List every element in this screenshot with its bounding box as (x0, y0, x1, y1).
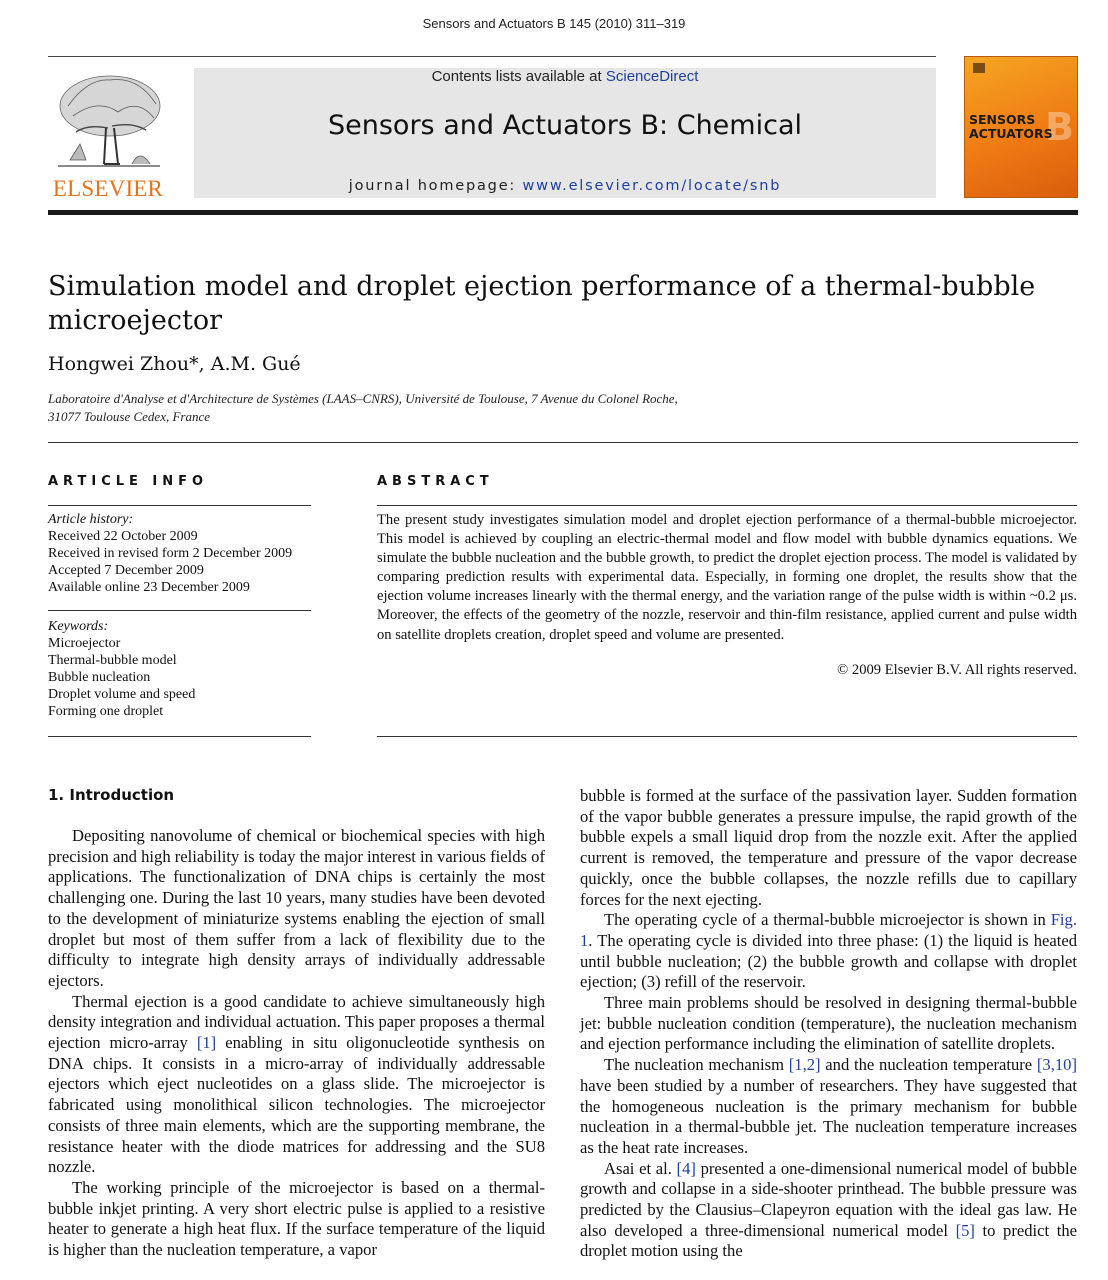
reference-link[interactable]: [5] (955, 1220, 975, 1240)
introduction-heading: 1. Introduction (48, 786, 175, 804)
article-info-bottom-rule (48, 736, 311, 737)
text-run: The operating cycle of a thermal-bubble microejector is shown in (604, 910, 1051, 930)
cover-title-line2: ACTUATORS (969, 126, 1053, 141)
history-label: Article history: (48, 512, 134, 527)
journal-citation: Sensors and Actuators B 145 (2010) 311–319 (422, 16, 686, 31)
sciencedirect-link[interactable]: ScienceDirect (605, 68, 699, 85)
abstract-text: The present study investigates simulation model and droplet ejection performance of a thermal-bubble microejector. This model is achieved by coupling an electric-thermal model and flow model with bubble dynamics equations. We simulate the bubble nucleation and the bubble growth, to predict the droplet ejection process. The model is validated by comparing prediction results with experimental data. Especially, in forming one droplet, the results show that the ejection volume increases linearly with the thermal energy, and the variation range of the pulse width is within ~0.2 μs. Moreover, the effects of the geometry of the nozzle, reservoir and thin-film resistance, applied current and pulse width on satellite droplets creation, droplet speed and volume are presented. (377, 512, 1077, 643)
abstract-rule (377, 505, 1077, 506)
history-item: Received 22 October 2009 (48, 529, 198, 544)
paragraph (48, 992, 545, 1178)
affiliation-line2: 31077 Toulouse Cedex, France (48, 409, 210, 424)
text-run: enabling in situ oligonucleotide synthesis on DNA chips. It consists in a micro-array of individually addressable ejectors which eject nucleotides on a glass slide. The microejector is fabricated using monolithical silicon technologies. The microejector consists of three main elements, which are the supporting membrane, the resistance heater with the diode matrices for addressing and the SU8 nozzle. (48, 1033, 545, 1177)
text-run: The nucleation mechanism (604, 1055, 789, 1075)
copyright: © 2009 Elsevier B.V. All rights reserved. (837, 662, 1077, 678)
paragraph (580, 1055, 1077, 1159)
abstract-bottom-rule (377, 736, 1077, 737)
elsevier-logo (48, 68, 168, 204)
paragraph (580, 1159, 1077, 1263)
keyword-item: Microejector (48, 636, 121, 651)
body-column-right (580, 786, 1077, 1262)
contents-line (194, 68, 936, 85)
affiliation-line1: Laboratoire d'Analyse et d'Architecture de Systèmes (LAAS–CNRS), Université de Toulouse, 7 Avenue du Colonel Roche, (48, 391, 678, 406)
paragraph: Three main problems should be resolved in designing thermal-bubble jet: bubble nucleation condition (temperature), the nucleation mechanism and ejection performance including the elimination of satellite droplets. (580, 993, 1077, 1054)
text-run: Asai et al. (604, 1158, 677, 1178)
article-history (48, 511, 292, 596)
paragraph: bubble is formed at the surface of the passivation layer. Sudden formation of the vapor bubble generates a pressure impulse, the rapid growth of the bubble expels a small liquid drop from the nozzle exit. After the applied current is removed, the temperature and pressure of the vapor decrease quickly, once the bubble collapses, the nozzle refills due to capillary forces for the next ejecting. (580, 786, 1077, 909)
keyword-item: Forming one droplet (48, 704, 164, 719)
history-item: Received in revised form 2 December 2009 (48, 546, 293, 561)
text-run: have been studied by a number of researchers. They have suggested that the homogeneous nucleation is the primary mechanism for bubble nucleation in a thermal-bubble jet. The nucleation temperature increases as the heat rate increases. (580, 1075, 1077, 1157)
keyword-item: Droplet volume and speed (48, 687, 196, 702)
journal-name: Sensors and Actuators B: Chemical (328, 110, 802, 141)
history-item: Available online 23 December 2009 (48, 580, 250, 595)
reference-link[interactable]: [1,2] (788, 1055, 821, 1075)
header-rule (48, 56, 936, 57)
article-info-rule (48, 505, 311, 506)
keywords-rule (48, 610, 311, 611)
text-run: Thermal ejection is a good candidate to achieve simultaneously high density integration and individual actuation. This paper proposes a thermal ejection micro-array (48, 991, 545, 1053)
text-run: . The operating cycle is divided into three phase: (1) the liquid is heated until bubble nucleation; (2) the bubble growth and collapse with droplet ejection; (3) refill of the reservoir. (580, 930, 1077, 992)
paragraph: Depositing nanovolume of chemical or biochemical species with high precision and high reliability is today the major interest in various fields of applications. The functionalization of DNA chips is certainly the most challenging one. During the last 10 years, many studies have been devoted to the development of miniaturize systems enabling the ejection of small droplet but most of them suffer from a lack of flexibility due to the difficulty to integrate high density arrays of individually addressable ejectors. (48, 826, 545, 990)
article-title: Simulation model and droplet ejection performance of a thermal-bubble microejector (48, 271, 1036, 336)
keywords (48, 618, 195, 720)
contents-prefix: Contents lists available at (431, 68, 606, 85)
history-item: Accepted 7 December 2009 (48, 563, 204, 578)
homepage-prefix: journal homepage: (348, 178, 523, 194)
text-run: to predict the droplet motion using the (580, 1220, 1077, 1261)
cover-title-line1: SENSORS (969, 112, 1036, 127)
keywords-label: Keywords: (48, 619, 109, 634)
affiliation (48, 390, 808, 426)
journal-masthead (194, 68, 936, 198)
keyword-item: Thermal-bubble model (48, 653, 177, 668)
abstract-heading: ABSTRACT (377, 474, 494, 489)
text-run: and the nucleation temperature (820, 1055, 1037, 1075)
text-run: presented a one-dimensional numerical model of bubble growth and collapse in a side-shooter printhead. The bubble pressure was predicted by the Clausius–Clapeyron equation with the ideal gas law. He also developed a three-dimensional numerical model (580, 1158, 1077, 1240)
elsevier-wordmark: ELSEVIER (52, 176, 164, 201)
figure-link[interactable]: Fig. 1 (580, 910, 1077, 950)
header-thick-rule (48, 210, 1078, 215)
journal-cover-image (964, 56, 1078, 198)
homepage-line (194, 178, 936, 194)
publisher-mark-icon (973, 63, 985, 73)
reference-link[interactable]: [4] (676, 1158, 696, 1178)
title-rule (48, 442, 1078, 443)
cover-letter: B (1045, 105, 1074, 149)
cover-title (969, 113, 1059, 141)
reference-link[interactable]: [1] (196, 1033, 217, 1053)
elsevier-tree-icon (48, 68, 168, 174)
body-column-left (48, 826, 545, 1261)
paragraph: The working principle of the microejector is based on a thermal-bubble inkjet printing. A very short electric pulse is applied to a resistive heater to generate a high heat flux. If the surface temperature of the liquid is higher than the nucleation temperature, a vapor (48, 1177, 545, 1260)
keyword-item: Bubble nucleation (48, 670, 151, 685)
paragraph (580, 910, 1077, 993)
homepage-url-link[interactable]: www.elsevier.com/locate/snb (522, 178, 782, 194)
article-info-heading: ARTICLE INFO (48, 474, 209, 489)
authors: Hongwei Zhou*, A.M. Gué (48, 353, 301, 375)
reference-link[interactable]: [3,10] (1036, 1055, 1077, 1075)
